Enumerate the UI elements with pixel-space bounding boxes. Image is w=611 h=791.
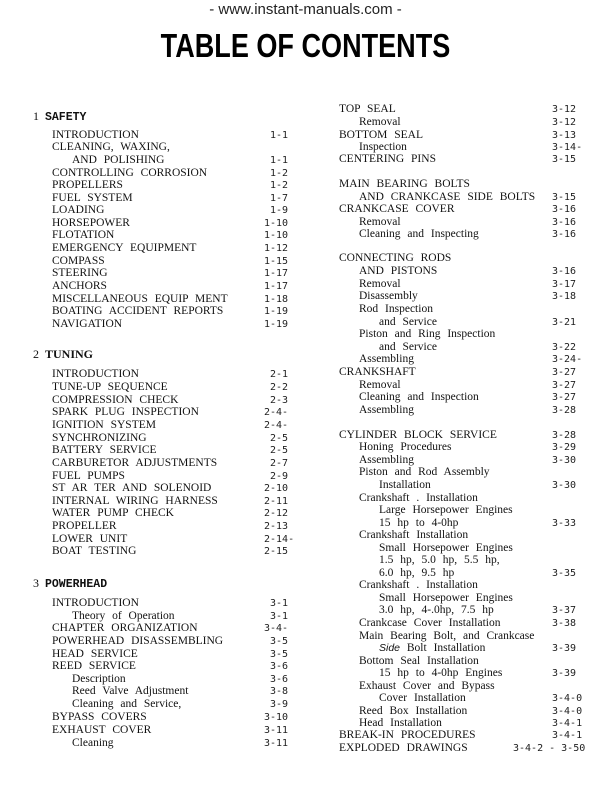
toc-entry-page: 1-1: [270, 155, 289, 166]
toc-entry-page: 1-9: [270, 205, 289, 216]
toc-entry-page: 3-15: [552, 192, 577, 203]
toc-entry-page: 3-4-1: [552, 730, 583, 741]
toc-entry-label: Inspection: [359, 141, 407, 153]
toc-entry-page: 3-28: [552, 430, 577, 441]
toc-entry-page: 3-22: [552, 342, 577, 353]
toc-entry-label: Bottom Seal Installation: [359, 655, 479, 667]
toc-entry-page: 3-4-: [264, 623, 289, 634]
toc-entry[interactable]: [0, 203, 611, 216]
toc-entry-label: Removal: [359, 216, 401, 228]
toc-entry-label: and Service: [379, 316, 437, 328]
toc-entry-label: WATER PUMP CHECK: [52, 507, 174, 519]
toc-entry-page: 3-39: [552, 643, 577, 654]
toc-entry-page: 1-2: [270, 180, 289, 191]
toc-entry-page: 3-27: [552, 392, 577, 403]
toc-entry-label: Crankcase Cover Installation: [359, 617, 501, 629]
toc-entry-label: IGNITION SYSTEM: [52, 419, 156, 431]
toc-entry-label: Crankshaft . Installation: [359, 492, 478, 504]
toc-entry-label: Cover Installation: [379, 692, 466, 704]
toc-entry-page: 3-4-0: [552, 706, 583, 717]
toc-entry-page: 3-30: [552, 455, 577, 466]
toc-entry-page: 3-33: [552, 518, 577, 529]
toc-entry-label: Cleaning: [72, 737, 114, 749]
toc-entry-label: LOADING: [52, 204, 105, 216]
toc-entry-page: 3-16: [552, 229, 577, 240]
toc-entry-page: 3-4-0: [552, 693, 583, 704]
toc-entry-label: 15 hp to 4-0hp: [379, 517, 459, 529]
toc-entry-label: CENTERING PINS: [339, 153, 436, 165]
toc-entry-label: Small Horsepower Engines: [379, 592, 513, 604]
toc-entry-label: CRANKCASE COVER: [339, 203, 455, 215]
toc-entry-label: STEERING: [52, 267, 108, 279]
toc-entry-label: HEAD SERVICE: [52, 648, 138, 660]
toc-entry-label: NAVIGATION: [52, 318, 123, 330]
toc-entry-page: 2-10: [264, 483, 289, 494]
toc-entry[interactable]: [0, 252, 611, 265]
toc-entry-page: 2-5: [270, 445, 289, 456]
toc-entry-label: CHAPTER ORGANIZATION: [52, 622, 198, 634]
toc-entry[interactable]: [0, 642, 611, 655]
toc-entry-page: 1-7: [270, 193, 289, 204]
toc-entry-label: INTRODUCTION: [52, 368, 139, 380]
toc-entry-page: 3-5: [270, 649, 289, 660]
toc-entry-page: 2-4-: [264, 420, 289, 431]
toc-entry[interactable]: [0, 303, 611, 316]
toc-entry-label: ANCHORS: [52, 280, 107, 292]
toc-entry-page: 1-2: [270, 168, 289, 179]
toc-entry-label-italic: Side: [379, 642, 401, 654]
toc-entry-label: BOATING ACCIDENT REPORTS: [52, 305, 224, 317]
section-name: TUNING: [45, 347, 94, 361]
toc-entry-label: FUEL PUMPS: [52, 470, 125, 482]
section-number: 2: [33, 347, 39, 361]
toc-entry-label: FUEL SYSTEM: [52, 192, 133, 204]
toc-entry-label: SPARK PLUG INSPECTION: [52, 406, 199, 418]
toc-entry-label: Honing Procedures: [359, 441, 452, 453]
toc-entry-page: 3-1: [270, 598, 289, 609]
toc-entry-page: 2-3: [270, 395, 289, 406]
toc-entry-page: 3-29: [552, 442, 577, 453]
toc-entry-label: Removal: [359, 116, 401, 128]
toc-entry-page: 3-14-: [552, 142, 583, 153]
toc-entry-label: BATTERY SERVICE: [52, 444, 157, 456]
toc-entry-label: AND CRANKCASE SIDE BOLTS: [359, 191, 536, 203]
toc-entry-label: Disassembly: [359, 290, 418, 302]
toc-entry[interactable]: [0, 116, 611, 129]
toc-entry[interactable]: [0, 692, 611, 705]
toc-entry-page: 3-9: [270, 699, 289, 710]
toc-entry-page: 3-6: [270, 674, 289, 685]
toc-entry-page: 2-12: [264, 508, 289, 519]
toc-entry-label: Crankshaft Installation: [359, 529, 469, 541]
toc-entry-page: 3-11: [264, 738, 289, 749]
toc-entry-label: MISCELLANEOUS EQUIP MENT: [52, 293, 228, 305]
toc-entry-page: 3-18: [552, 291, 577, 302]
toc-entry[interactable]: [0, 328, 611, 341]
toc-entry-label: Crankshaft . Installation: [359, 579, 478, 591]
toc-entry-page: 2-14-: [264, 534, 295, 545]
toc-entry-label: CLEANING, WAXING,: [52, 141, 170, 153]
toc-entry-label: POWERHEAD DISASSEMBLING: [52, 635, 224, 647]
toc-entry-page: 3-28: [552, 405, 577, 416]
toc-entry[interactable]: [0, 366, 611, 379]
toc-entry-label: COMPRESSION CHECK: [52, 394, 179, 406]
toc-entry-page: 1-18: [264, 294, 289, 305]
toc-entry-page: 3-12: [552, 117, 577, 128]
toc-entry-page: 3-38: [552, 618, 577, 629]
toc-entry-label: Cleaning and Service,: [72, 698, 182, 710]
toc-entry-label: CARBURETOR ADJUSTMENTS: [52, 457, 218, 469]
toc-entry-label: Main Bearing Bolt, and Crankcase: [359, 630, 535, 642]
toc-entry-page: 3-30: [552, 480, 577, 491]
toc-entry-label: Piston and Ring Inspection: [359, 328, 496, 340]
toc-entry-label: BOTTOM SEAL: [339, 129, 423, 141]
toc-entry-label: Assembling: [359, 353, 414, 365]
toc-entry-label: Theory of Operation: [72, 610, 175, 622]
section-number: 3: [33, 576, 39, 590]
toc-entry[interactable]: [0, 265, 611, 278]
toc-entry-page: 2-15: [264, 546, 289, 557]
toc-entry[interactable]: [0, 391, 611, 404]
toc-entry-label: Small Horsepower Engines: [379, 542, 513, 554]
toc-entry-label: BOAT TESTING: [52, 545, 137, 557]
toc-entry-page: 2-4-: [264, 407, 289, 418]
toc-entry-label: Cleaning and Inspection: [359, 391, 479, 403]
toc-entry-page: 3-5: [270, 636, 289, 647]
toc-entry-label: EXHAUST COVER: [52, 724, 152, 736]
toc-entry-label: Head Installation: [359, 717, 442, 729]
toc-entry-label: COMPASS: [52, 255, 105, 267]
toc-entry[interactable]: [0, 529, 611, 542]
toc-entry-label: CONTROLLING CORROSION: [52, 167, 208, 179]
toc-entry-page: 2-7: [270, 458, 289, 469]
toc-entry-page: 3-4-2 - 3-50: [513, 743, 586, 754]
toc-entry-label: PROPELLERS: [52, 179, 123, 191]
toc-entry-label: 1.5 hp, 5.0 hp, 5.5 hp,: [379, 554, 500, 566]
toc-entry-page: 1-19: [264, 306, 289, 317]
toc-entry-page: 2-11: [264, 496, 289, 507]
toc-entry-page: 3-21: [552, 317, 577, 328]
toc-entry-page: 3-16: [552, 217, 577, 228]
toc-entry-label: Large Horsepower Engines: [379, 504, 513, 516]
toc-entry[interactable]: [0, 604, 611, 617]
toc-entry-page: 1-10: [264, 230, 289, 241]
toc-entry-label: PROPELLER: [52, 520, 117, 532]
toc-entry-label: BREAK-IN PROCEDURES: [339, 729, 476, 741]
toc-entry-page: 3-27: [552, 367, 577, 378]
toc-entry-label: Assembling: [359, 404, 414, 416]
toc-entry-page: 1-19: [264, 319, 289, 330]
toc-entry-label: CONNECTING RODS: [339, 252, 452, 264]
toc-entry-page: 3-11: [264, 725, 289, 736]
toc-entry-page: 1-17: [264, 281, 289, 292]
toc-entry-label: EMERGENCY EQUIPMENT: [52, 242, 197, 254]
toc-entry-page: 3-35: [552, 568, 577, 579]
toc-entry-label: Cleaning and Inspecting: [359, 228, 479, 240]
toc-entry-page: 3-1: [270, 611, 289, 622]
toc-entry[interactable]: [0, 153, 611, 166]
toc-entry-page: 2-1: [270, 369, 289, 380]
toc-entry[interactable]: [0, 178, 611, 191]
toc-entry-label: TOP SEAL: [339, 103, 396, 115]
toc-entry-label: EXPLODED DRAWINGS: [339, 742, 468, 754]
toc-entry-page: 3-15: [552, 154, 577, 165]
toc-entry-page: 1-15: [264, 256, 289, 267]
toc-entry-label: Removal: [359, 379, 401, 391]
toc-entry-label: BYPASS COVERS: [52, 711, 147, 723]
toc-entry[interactable]: [0, 404, 611, 417]
toc-entry[interactable]: [0, 742, 611, 755]
toc-entry[interactable]: [0, 504, 611, 517]
site-header: - www.instant-manuals.com -: [209, 1, 402, 18]
toc-entry-page: 2-2: [270, 382, 289, 393]
toc-entry-page: 2-9: [270, 471, 289, 482]
toc-entry[interactable]: [0, 441, 611, 454]
toc-entry-label: Piston and Rod Assembly: [359, 466, 490, 478]
toc-entry-page: 3-12: [552, 104, 577, 115]
toc-entry-page: 3-8: [270, 686, 289, 697]
toc-entry[interactable]: [0, 353, 611, 366]
toc-entry-label: CRANKSHAFT: [339, 366, 416, 378]
toc-entry[interactable]: [0, 466, 611, 479]
toc-entry-page: 1-17: [264, 268, 289, 279]
toc-entry-label: REED SERVICE: [52, 660, 136, 672]
toc-entry-label: [379, 642, 485, 655]
toc-entry-page: 3-16: [552, 204, 577, 215]
toc-entry-label: 15 hp to 4-0hp Engines: [379, 667, 503, 679]
toc-entry-label: FLOTATION: [52, 229, 115, 241]
toc-entry-label: Description: [72, 673, 126, 685]
toc-entry-label: HORSEPOWER: [52, 217, 130, 229]
toc-entry-label: MAIN BEARING BOLTS: [339, 178, 470, 190]
toc-entry[interactable]: [0, 667, 611, 680]
toc-entry-label: Assembling: [359, 454, 414, 466]
toc-entry-page: 3-4-1: [552, 718, 583, 729]
toc-entry-page: 3-13: [552, 130, 577, 141]
toc-entry-label: Installation: [379, 479, 431, 491]
toc-entry-page: 3-27: [552, 380, 577, 391]
toc-entry-page: 3-17: [552, 279, 577, 290]
toc-entry[interactable]: [0, 479, 611, 492]
toc-entry-page: 1-1: [270, 130, 289, 141]
toc-entry-label: ST AR TER AND SOLENOID: [52, 482, 212, 494]
toc-entry-label: LOWER UNIT: [52, 533, 128, 545]
toc-entry-label: 6.0 hp, 9.5 hp: [379, 567, 455, 579]
toc-entry[interactable]: [0, 290, 611, 303]
toc-entry-page: 2-13: [264, 521, 289, 532]
toc-entry[interactable]: [0, 729, 611, 742]
toc-entry[interactable]: [0, 228, 611, 241]
toc-entry-label: TUNE-UP SEQUENCE: [52, 381, 168, 393]
toc-entry-label: 3.0 hp, 4-.0hp, 7.5 hp: [379, 604, 494, 616]
toc-entry[interactable]: [0, 617, 611, 630]
toc-entry-label: and Service: [379, 341, 437, 353]
toc-entry-label: INTERNAL WIRING HARNESS: [52, 495, 218, 507]
toc-entry-label: Removal: [359, 278, 401, 290]
toc-entry-label-rest: Bolt Installation: [400, 642, 486, 654]
toc-entry-label: Reed Valve Adjustment: [72, 685, 189, 697]
toc-entry-page: 3-39: [552, 668, 577, 679]
toc-entry-label: CYLINDER BLOCK SERVICE: [339, 429, 497, 441]
toc-entry-page: 3-6: [270, 661, 289, 672]
toc-entry[interactable]: [0, 554, 611, 567]
toc-entry[interactable]: [0, 579, 611, 592]
toc-entry-label: AND POLISHING: [72, 154, 165, 166]
toc-entry-label: INTRODUCTION: [52, 597, 139, 609]
toc-entry-page: 1-12: [264, 243, 289, 254]
toc-entry-page: 2-5: [270, 433, 289, 444]
section-name: POWERHEAD: [45, 578, 108, 591]
section-number: 1: [33, 109, 39, 123]
section-name: SAFETY: [45, 111, 87, 124]
toc-entry-page: 3-37: [552, 605, 577, 616]
toc-entry-label: Exhaust Cover and Bypass: [359, 680, 495, 692]
toc-entry-page: 3-16: [552, 266, 577, 277]
toc-entry-label: Reed Box Installation: [359, 705, 468, 717]
toc-entry-label: Rod Inspection: [359, 303, 433, 315]
toc-entry-label: AND PISTONS: [359, 265, 438, 277]
toc-entry-page: 3-24-: [552, 354, 583, 365]
toc-entry-label: SYNCHRONIZING: [52, 432, 147, 444]
toc-entry-label: INTRODUCTION: [52, 129, 139, 141]
toc-entry-page: 3-10: [264, 712, 289, 723]
toc-entry-page: 1-10: [264, 218, 289, 229]
page-title: TABLE OF CONTENTS: [160, 27, 451, 64]
toc-entry[interactable]: [0, 103, 611, 116]
